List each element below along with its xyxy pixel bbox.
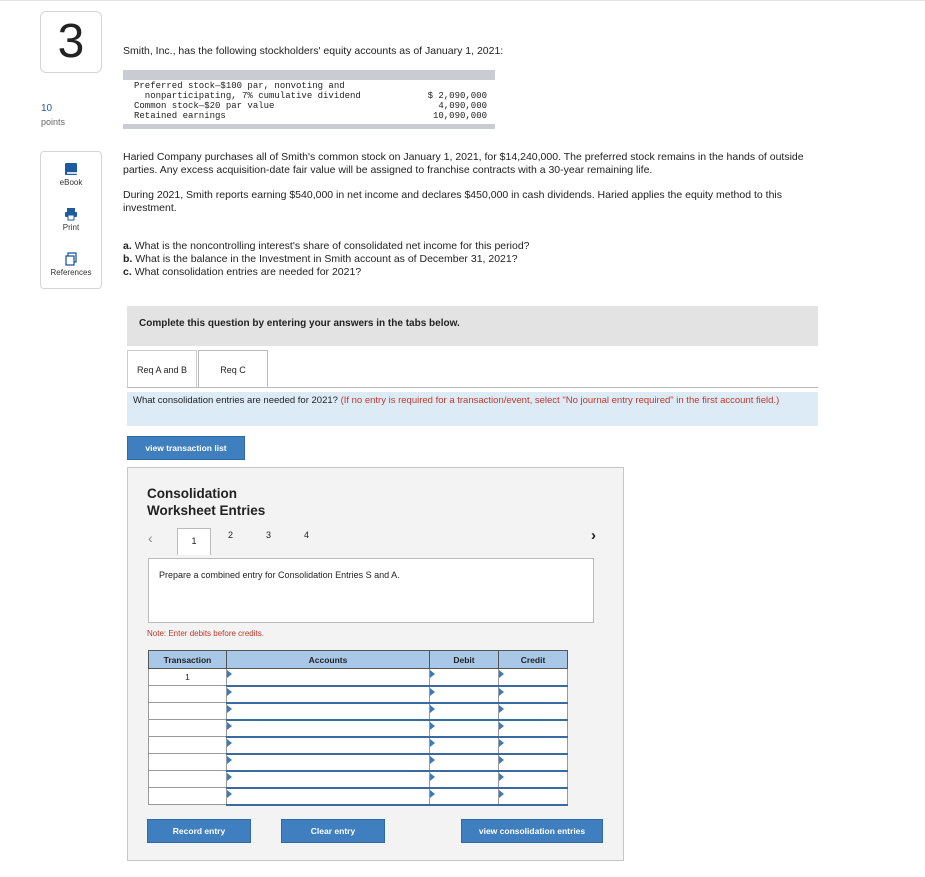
preferred-line2: nonparticipating, 7% cumulative dividend — [134, 91, 361, 101]
account-select[interactable] — [227, 703, 430, 720]
instruction-box — [127, 392, 818, 426]
page-1-tab[interactable]: 1 — [177, 528, 211, 555]
intro-text: Smith, Inc., has the following stockholders' equity accounts as of January 1, 2021: — [123, 45, 504, 57]
complete-banner: Complete this question by entering your answers in the tabs below. — [127, 306, 818, 346]
record-entry-button[interactable]: Record entry — [147, 819, 251, 843]
book-icon — [64, 162, 78, 176]
transaction-cell — [149, 703, 227, 720]
table-bottom-bar — [123, 124, 495, 129]
common-stock-label: Common stock—$20 par value — [134, 101, 275, 111]
entry-prompt: Prepare a combined entry for Consolidation Entries S and A. — [148, 558, 594, 623]
tools-panel — [40, 151, 102, 289]
points-label: points — [41, 117, 66, 127]
question-number: 3 — [40, 11, 102, 73]
top-divider — [0, 0, 925, 1]
transaction-cell — [149, 737, 227, 754]
debit-input[interactable] — [430, 720, 499, 737]
references-tool[interactable] — [41, 252, 101, 277]
transaction-cell — [149, 788, 227, 805]
header-debit: Debit — [430, 651, 499, 669]
next-entry-icon[interactable]: › — [591, 527, 596, 544]
account-select[interactable] — [227, 669, 430, 686]
account-select[interactable] — [227, 737, 430, 754]
retained-amount: 10,090,000 — [432, 111, 487, 121]
debit-input[interactable] — [430, 703, 499, 720]
account-select[interactable] — [227, 788, 430, 805]
journal-rows — [149, 669, 568, 805]
copy-icon — [64, 252, 78, 266]
equity-table — [123, 70, 495, 129]
table-row — [149, 669, 568, 686]
question-c-label: c. — [123, 266, 132, 278]
panel-title — [147, 485, 265, 519]
ebook-label: eBook — [59, 178, 83, 187]
tab-req-c[interactable]: Req C — [198, 350, 268, 388]
transaction-cell — [149, 754, 227, 771]
prev-entry-icon[interactable]: ‹ — [148, 530, 153, 546]
credit-input[interactable] — [499, 703, 568, 720]
account-select[interactable] — [227, 686, 430, 703]
question-a-text: What is the noncontrolling interest's share of consolidated net income for this period? — [134, 240, 530, 252]
retained-earnings-label: Retained earnings — [134, 111, 226, 121]
table-row — [149, 686, 568, 703]
credit-input[interactable] — [499, 754, 568, 771]
instruction-note: (If no entry is required for a transaction/event, select "No journal entry required" in the first account field.) — [340, 395, 780, 406]
debit-input[interactable] — [430, 754, 499, 771]
debit-input[interactable] — [430, 737, 499, 754]
header-transaction: Transaction — [149, 651, 227, 669]
debit-input[interactable] — [430, 669, 499, 686]
question-c-text: What consolidation entries are needed for 2021? — [134, 266, 362, 278]
panel-title-line2: Worksheet Entries — [147, 503, 266, 518]
header-accounts: Accounts — [227, 651, 430, 669]
preferred-amount: $ 2,090,000 — [427, 91, 487, 101]
references-label: References — [50, 268, 92, 277]
table-row — [149, 737, 568, 754]
clear-entry-button[interactable]: Clear entry — [281, 819, 385, 843]
view-transaction-list-button[interactable]: view transaction list — [127, 436, 245, 460]
table-row — [149, 754, 568, 771]
question-a — [123, 240, 530, 253]
debit-input[interactable] — [430, 686, 499, 703]
page-2-tab[interactable]: 2 — [228, 530, 234, 540]
page-4-tab[interactable]: 4 — [304, 530, 310, 540]
credit-input[interactable] — [499, 788, 568, 805]
question-a-label: a. — [123, 240, 132, 252]
header-credit: Credit — [499, 651, 568, 669]
debit-input[interactable] — [430, 788, 499, 805]
paragraph-acquisition: Haried Company purchases all of Smith's common stock on January 1, 2021, for $14,240,000. The preferred stock remains in the hands of outside parties. Any excess acquisition-date fair value will be assigned to franchise contracts with a 30-year remaining life. — [123, 151, 804, 176]
account-select[interactable] — [227, 754, 430, 771]
credit-input[interactable] — [499, 771, 568, 788]
transaction-cell — [149, 720, 227, 737]
print-label: Print — [62, 223, 80, 232]
common-amount: 4,090,000 — [438, 101, 487, 111]
credit-input[interactable] — [499, 686, 568, 703]
table-row — [149, 788, 568, 805]
panel-title-line1: Consolidation — [147, 486, 237, 501]
account-select[interactable] — [227, 720, 430, 737]
journal-entry-table — [148, 650, 568, 806]
instruction-main: What consolidation entries are needed for 2021? — [133, 395, 338, 406]
transaction-cell: 1 — [149, 669, 227, 686]
question-b — [123, 253, 518, 266]
table-row — [149, 703, 568, 720]
view-consolidation-entries-button[interactable]: view consolidation entries — [461, 819, 603, 843]
credit-input[interactable] — [499, 737, 568, 754]
table-row — [149, 771, 568, 788]
account-select[interactable] — [227, 771, 430, 788]
page-3-tab[interactable]: 3 — [266, 530, 272, 540]
question-c — [123, 266, 361, 279]
printer-icon — [64, 207, 78, 221]
paragraph-net-income: During 2021, Smith reports earning $540,000 in net income and declares $450,000 in cash dividends. Haried applies the equity method to this investment. — [123, 189, 782, 214]
table-top-bar — [123, 70, 495, 80]
table-row — [149, 720, 568, 737]
points-value: 10 — [41, 103, 53, 114]
question-b-label: b. — [123, 253, 133, 265]
ebook-tool[interactable] — [41, 162, 101, 187]
credit-input[interactable] — [499, 720, 568, 737]
credit-input[interactable] — [499, 669, 568, 686]
preferred-line1: Preferred stock—$100 par, nonvoting and — [134, 81, 345, 91]
debits-note: Note: Enter debits before credits. — [147, 629, 264, 638]
transaction-cell — [149, 771, 227, 788]
tab-req-a-and-b[interactable]: Req A and B — [127, 350, 197, 388]
transaction-cell — [149, 686, 227, 703]
debit-input[interactable] — [430, 771, 499, 788]
print-tool[interactable] — [41, 207, 101, 232]
question-b-text: What is the balance in the Investment in Smith account as of December 31, 2021? — [135, 253, 518, 265]
tab-divider — [127, 387, 818, 388]
